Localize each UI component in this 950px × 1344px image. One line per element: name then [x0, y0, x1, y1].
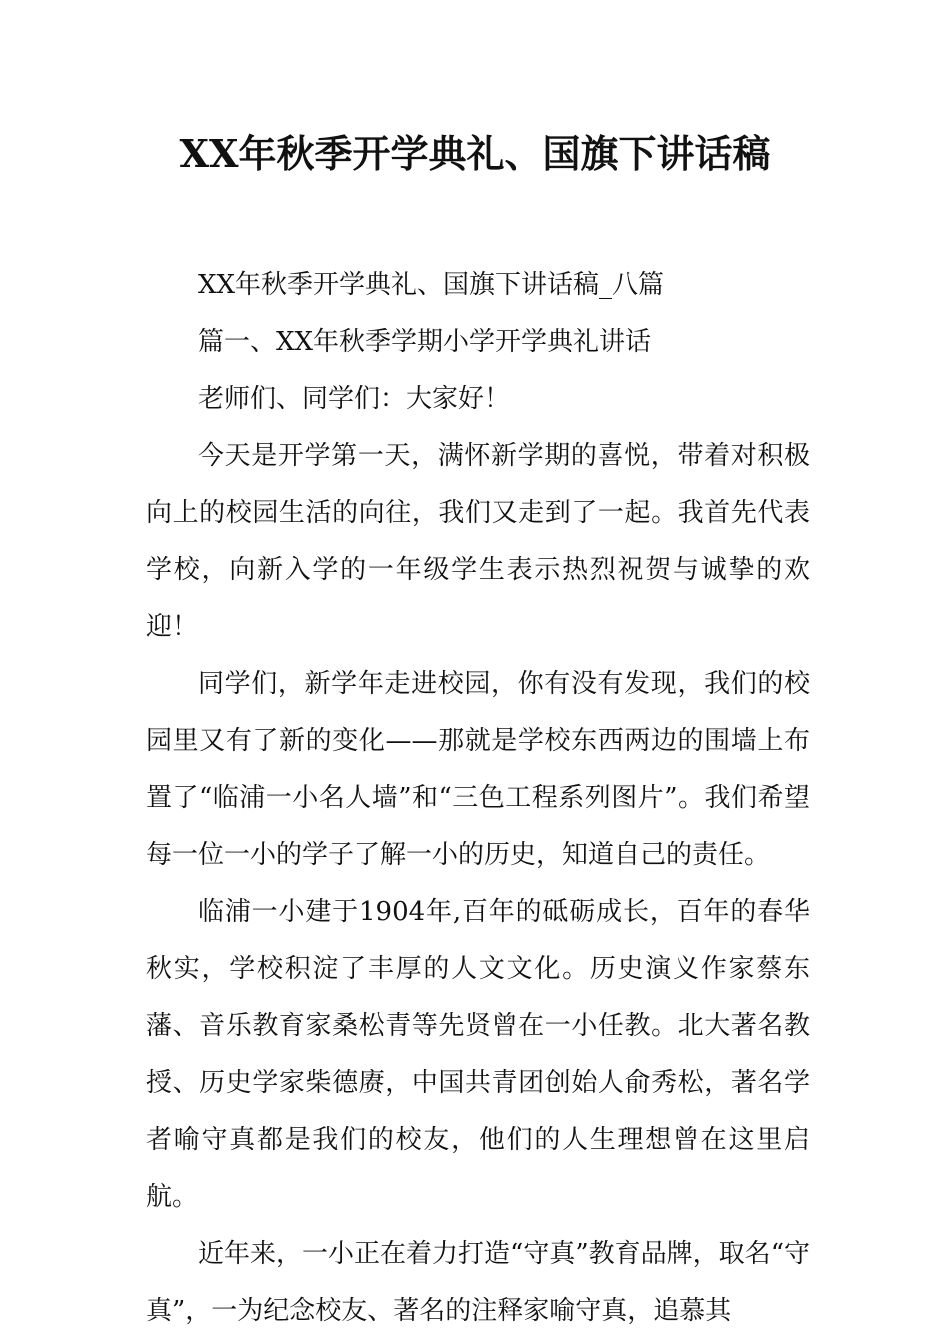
document-body	[146, 257, 810, 1340]
paragraph-greeting: 老师们、同学们：大家好！	[198, 384, 511, 414]
paragraph-section-heading: 篇一、XX年秋季学期小学开学典礼讲话	[198, 327, 652, 357]
document-title: XX年秋季开学典礼、国旗下讲话稿	[179, 131, 771, 176]
paragraph-school-history: 临浦一小建于1904年,百年的砥砺成长，百年的春华秋实，学校积淀了丰厚的人文文化。历史演义作家蔡东藩、音乐教育家桑松青等先贤曾在一小任教。北大著名教授、历史学家柴德赓，中国共青团创始人俞秀松，著名学者喻守真都是我们的校友，他们的人生理想曾在这里启航。	[146, 897, 810, 1212]
paragraph-campus-changes: 同学们，新学年走进校园，你有没有发现，我们的校园里又有了新的变化——那就是学校东西两边的围墙上布置了“临浦一小名人墙”和“三色工程系列图片”。我们希望每一位一小的学子了解一小的历史，知道自己的责任。	[146, 669, 810, 870]
paragraph-subtitle: XX年秋季开学典礼、国旗下讲话稿_八篇	[198, 270, 665, 300]
paragraph-opening: 今天是开学第一天，满怀新学期的喜悦，带着对积极向上的校园生活的向往，我们又走到了一起。我首先代表学校，向新入学的一年级学生表示热烈祝贺与诚挚的欢迎！	[146, 441, 810, 642]
paragraph-education-brand: 近年来，一小正在着力打造“守真”教育品牌，取名“守真”，一为纪念校友、著名的注释家喻守真，追慕其	[146, 1239, 810, 1326]
